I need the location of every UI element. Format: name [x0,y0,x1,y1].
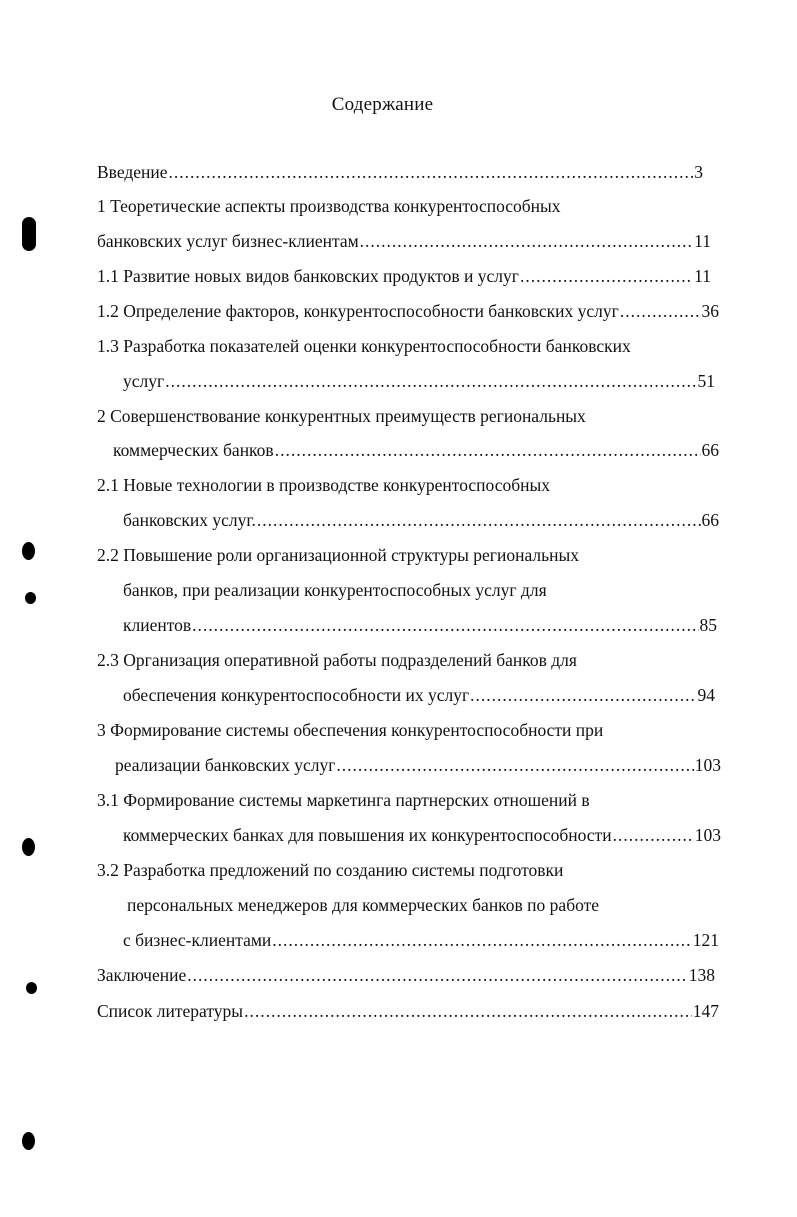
toc-leader-dots [620,299,701,323]
toc-leader-dots [520,264,693,288]
toc-entry-3-2-cont2 [123,928,719,952]
toc-entry-chapter-3 [97,718,603,742]
toc-leader-dots [272,928,691,952]
document-title: Содержание [331,94,434,115]
toc-entry-text: коммерческих банках для повышения их конкурентоспособности [123,825,612,845]
toc-entry-page: 103 [694,825,721,845]
punch-hole [22,838,35,856]
toc-entry-text: Введение [97,162,168,182]
toc-entry-page: 51 [697,371,715,391]
toc-entry-text: 1.2 Определение факторов, конкурентоспособности банковских услуг [97,301,619,321]
toc-entry-page: 11 [694,266,711,286]
toc-entry-text: 1.3 Разработка показателей оценки конкурентоспособности банковских [97,336,631,356]
toc-entry-2-2-cont2 [123,613,717,637]
toc-entry-text: Заключение [97,965,187,985]
toc-entry-page: 3 [694,162,703,182]
punch-hole [25,592,36,604]
toc-leader-dots [470,683,696,707]
toc-entry-page: 66 [701,440,719,460]
toc-entry-text: банков, при реализации конкурентоспособных услуг для [123,580,547,600]
toc-entry-text: банковских услуг. [123,510,256,530]
punch-hole [22,1132,35,1150]
punch-hole [26,982,37,994]
toc-entry-text: банковских услуг бизнес-клиентам [97,231,359,251]
toc-leader-dots [336,753,693,777]
toc-entry-3-1-cont [123,823,721,847]
toc-entry-page: 121 [692,930,719,950]
toc-entry-page: 103 [694,755,721,775]
toc-entry-page: 94 [697,685,715,705]
toc-entry-text: коммерческих банков [113,440,274,460]
toc-entry-page: 85 [699,615,717,635]
punch-hole [22,542,35,560]
toc-leader-dots [613,823,694,847]
toc-entry-text: Список литературы [97,1001,244,1021]
toc-entry-2-3-cont [123,683,715,707]
toc-entry-1-2 [97,299,719,323]
toc-leader-dots [187,963,688,987]
toc-entry-3-2-cont [127,893,599,917]
toc-entry-3-2 [97,858,563,882]
toc-entry-text: услуг [123,371,165,391]
toc-entry-text: 1 Теоретические аспекты производства конкурентоспособных [97,196,561,216]
toc-entry-page: 147 [692,1001,719,1021]
toc-entry-2-1 [97,473,550,497]
toc-entry-2-2 [97,543,579,567]
toc-entry-page: 36 [701,301,719,321]
toc-entry-page: 11 [694,231,711,251]
toc-entry-text: 2.1 Новые технологии в производстве конкурентоспособных [97,475,551,495]
toc-leader-dots [257,508,701,532]
toc-entry-chapter-2 [97,404,586,428]
toc-leader-dots [165,369,696,393]
toc-entry-text: 3.1 Формирование системы маркетинга партнерских отношений в [97,790,590,810]
toc-entry-3-1 [97,788,590,812]
toc-leader-dots [244,999,692,1023]
toc-entry-page: 138 [688,965,715,985]
toc-leader-dots [192,613,698,637]
toc-entry-text: обеспечения конкурентоспособности их услуг [123,685,470,705]
toc-entry-text: 3.2 Разработка предложений по созданию системы подготовки [97,860,564,880]
toc-entry-chapter-3-cont [115,753,721,777]
toc-entry-1-3-cont [123,369,715,393]
toc-entry-text: персональных менеджеров для коммерческих банков по работе [127,895,600,915]
toc-entry-text: 2.2 Повышение роли организационной структуры региональных [97,545,579,565]
toc-entry-2-3 [97,648,577,672]
toc-entry-text: 2 Совершенствование конкурентных преимуществ региональных [97,406,586,426]
toc-entry-text: 3 Формирование системы обеспечения конкурентоспособности при [97,720,604,740]
toc-entry-chapter-2-cont [113,438,719,462]
toc-entry-1-3 [97,334,631,358]
toc-entry-chapter-1 [97,194,561,218]
toc-entry-references [97,999,719,1023]
punch-hole [22,217,36,251]
toc-entry-introduction [97,160,703,184]
toc-entry-2-1-cont [123,508,719,532]
toc-entry-text: с бизнес-клиентами [123,930,272,950]
toc-entry-2-2-cont [123,578,547,602]
toc-entry-text: 2.3 Организация оперативной работы подразделений банков для [97,650,577,670]
toc-entry-1-1 [97,264,711,288]
toc-entry-chapter-1-cont [97,229,711,253]
toc-entry-conclusion [97,963,715,987]
toc-leader-dots [169,160,694,184]
toc-entry-page: 66 [701,510,719,530]
toc-leader-dots [275,438,701,462]
toc-entry-text: клиентов [123,615,192,635]
toc-entry-text: реализации банковских услуг [115,755,336,775]
toc-entry-text: 1.1 Развитие новых видов банковских продуктов и услуг [97,266,519,286]
toc-leader-dots [360,229,693,253]
